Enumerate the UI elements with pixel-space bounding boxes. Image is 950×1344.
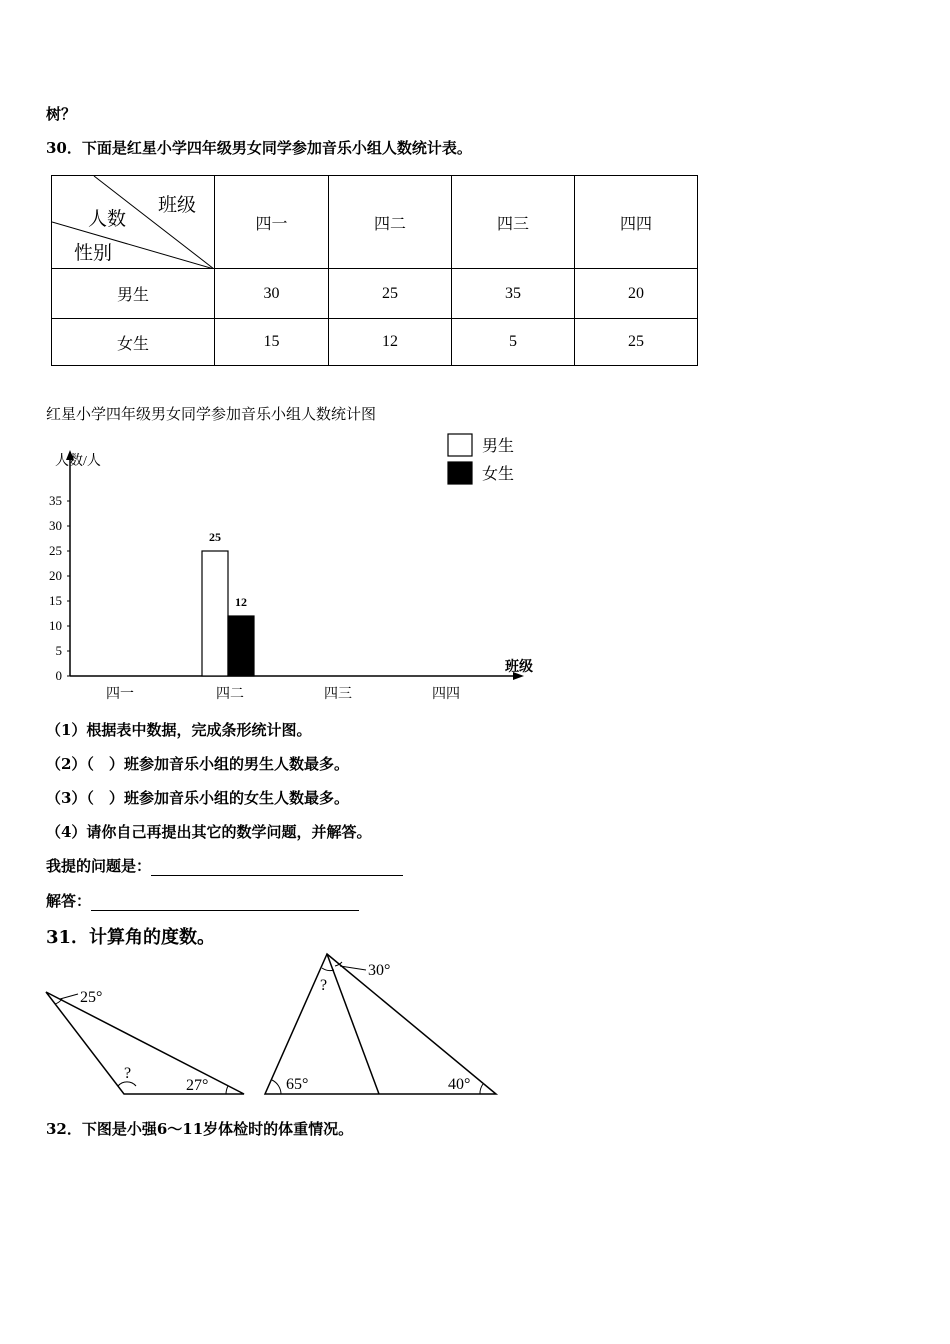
y-tick-label: 15 [49, 593, 62, 608]
triangle-1-right-angle: 27° [186, 1077, 209, 1094]
question-prompt [46, 855, 403, 876]
triangle-2-unknown-angle: ? [320, 977, 328, 994]
x-tick-label: 四二 [216, 687, 244, 702]
bar-chart [30, 428, 550, 718]
bar-boys-四二 [202, 551, 228, 676]
y-tick-label: 0 [55, 668, 62, 683]
x-tick-label: 四四 [432, 687, 460, 702]
row-label: 女生 [52, 319, 215, 366]
q30-part-3: （3）（ ）班参加音乐小组的女生人数最多。 [46, 789, 349, 807]
chart-title: 红星小学四年级男女同学参加音乐小组人数统计图 [46, 405, 377, 423]
table-cell: 25 [575, 319, 698, 366]
table-cell: 5 [452, 319, 575, 366]
y-tick-label: 10 [49, 618, 62, 633]
corner-label-class: 班级 [158, 195, 197, 216]
q30-title: 30．下面是红星小学四年级男女同学参加音乐小组人数统计表。 [46, 139, 472, 157]
table-cell: 20 [575, 269, 698, 319]
legend-swatch-girls [448, 462, 472, 484]
q31-title: 31．计算角的度数。 [46, 927, 216, 948]
question-answer-line[interactable] [151, 859, 403, 876]
triangle-1 [46, 989, 244, 1094]
row-label: 男生 [52, 269, 215, 319]
triangle-1-top-angle: 25° [80, 989, 103, 1006]
x-axis-label: 班级 [505, 660, 533, 675]
bar-data-label: 25 [209, 530, 221, 544]
q30-part-4: （4）请你自己再提出其它的数学问题，并解答。 [46, 823, 372, 841]
angle-figures [40, 946, 540, 1106]
answer-label: 解答： [46, 892, 92, 910]
table-cell: 12 [329, 319, 452, 366]
table-corner-header [52, 176, 215, 269]
column-header: 四四 [575, 176, 698, 269]
y-tick-label: 35 [49, 493, 62, 508]
corner-label-count: 人数 [88, 209, 127, 230]
answer-prompt [46, 890, 359, 911]
y-tick-label: 5 [55, 643, 62, 658]
triangle-2 [265, 954, 496, 1094]
x-tick-label: 四一 [106, 687, 134, 702]
triangle-2-top-angle: 30° [368, 962, 391, 979]
table-row-girls [52, 319, 698, 366]
table-cell: 25 [329, 269, 452, 319]
table-row-boys [52, 269, 698, 319]
continued-text: 树？ [46, 105, 77, 123]
y-tick-label: 30 [49, 518, 62, 533]
column-header: 四一 [215, 176, 329, 269]
legend-swatch-boys [448, 434, 472, 456]
q32-title: 32．下图是小强6～11岁体检时的体重情况。 [46, 1120, 354, 1138]
answer-line[interactable] [91, 894, 359, 911]
table-cell: 30 [215, 269, 329, 319]
bar-girls-四二 [228, 616, 254, 676]
legend-label: 女生 [482, 466, 515, 483]
legend-label: 男生 [482, 438, 515, 455]
q30-part-1: （1）根据表中数据，完成条形统计图。 [46, 721, 312, 739]
column-header: 四二 [329, 176, 452, 269]
y-axis-label: 人数/人 [55, 454, 101, 469]
y-tick-label: 25 [49, 543, 62, 558]
q30-part-2: （2）（ ）班参加音乐小组的男生人数最多。 [46, 755, 349, 773]
column-header: 四三 [452, 176, 575, 269]
bar-data-label: 12 [235, 595, 247, 609]
triangle-1-unknown-angle: ? [124, 1065, 132, 1082]
table-cell: 15 [215, 319, 329, 366]
table-cell: 35 [452, 269, 575, 319]
question-label: 我提的问题是： [46, 857, 152, 875]
triangle-2-right-angle: 40° [448, 1076, 471, 1093]
y-tick-label: 20 [49, 568, 62, 583]
x-tick-label: 四三 [324, 687, 352, 702]
stats-table [51, 175, 698, 366]
triangle-2-left-angle: 65° [286, 1076, 309, 1093]
corner-label-gender: 性别 [74, 243, 113, 264]
